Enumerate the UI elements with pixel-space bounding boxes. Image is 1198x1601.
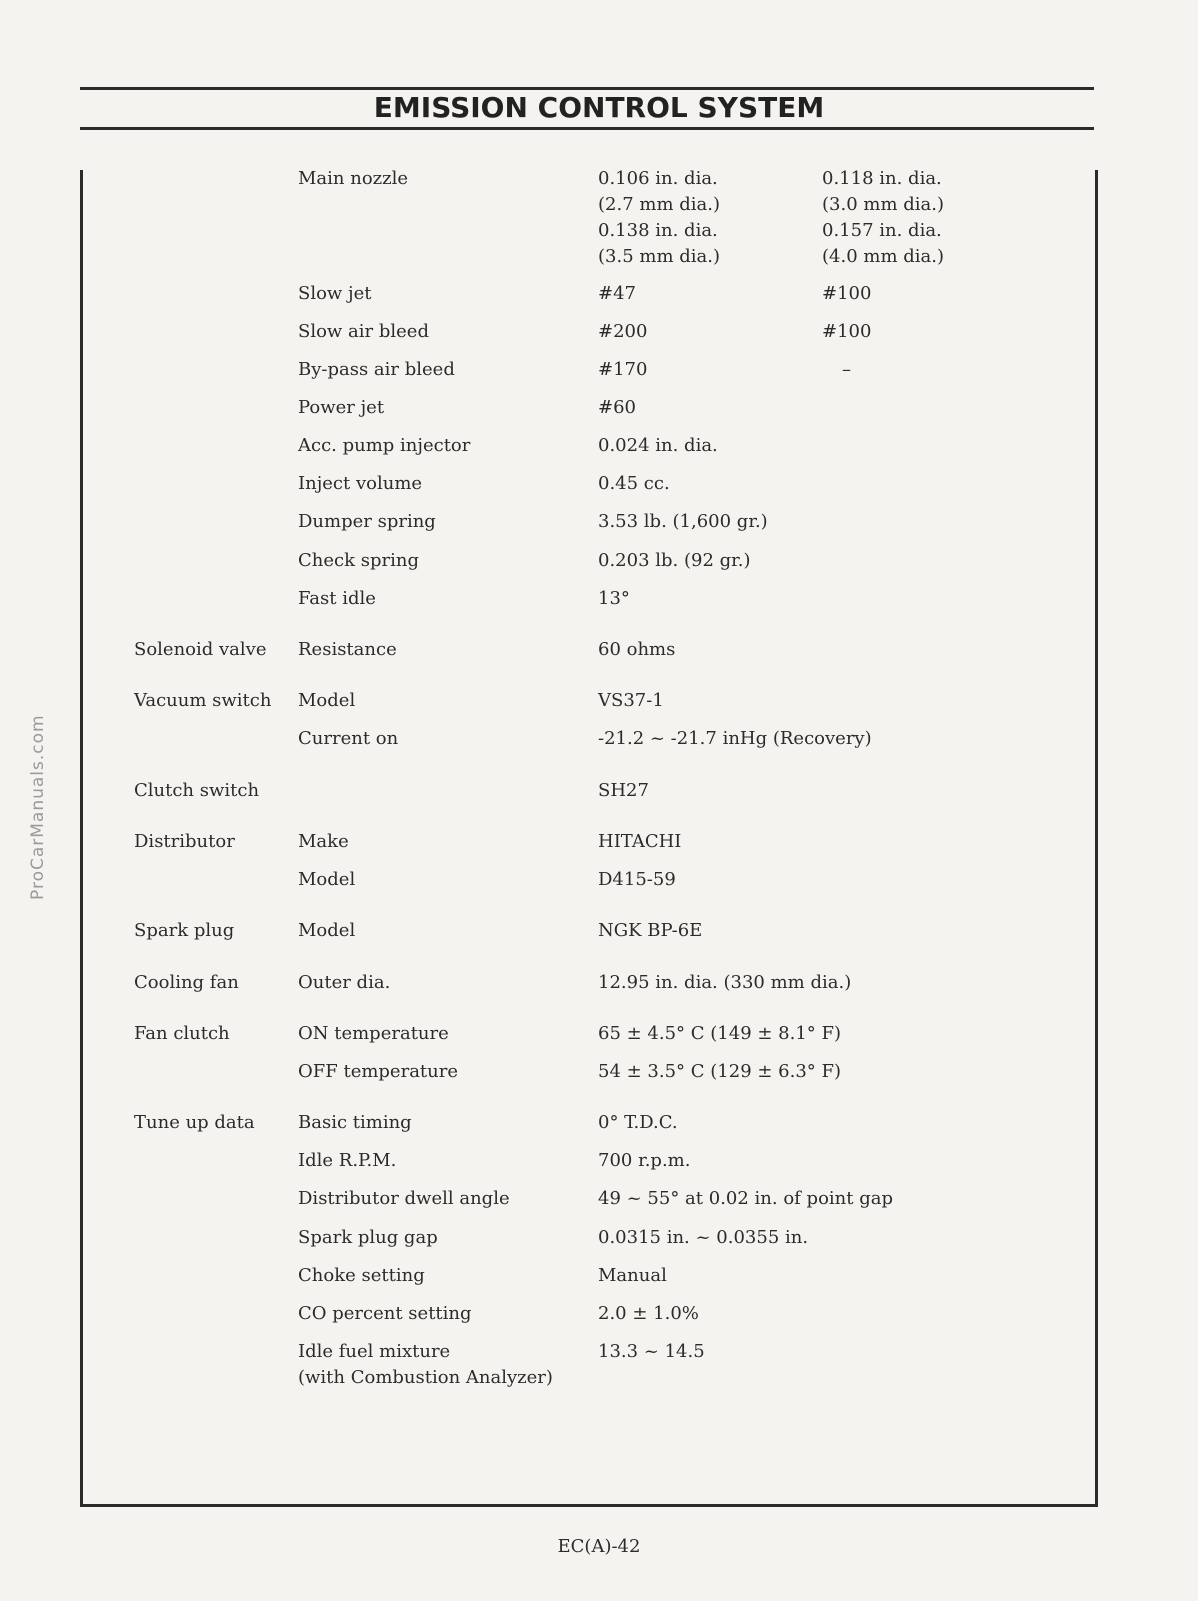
- frame-bottom-border: [80, 1504, 1098, 1507]
- spark-plug-gap-label: Spark plug gap: [298, 1227, 438, 1248]
- fan-clutch-on-label: ON temperature: [298, 1023, 449, 1044]
- idle-rpm-label: Idle R.P.M.: [298, 1150, 397, 1171]
- main-nozzle-label: Main nozzle: [298, 168, 409, 189]
- solenoid-resistance-value: 60 ohms: [598, 639, 676, 660]
- dwell-angle-value: 49 ~ 55° at 0.02 in. of point gap: [598, 1188, 893, 1209]
- tune-up-group: Tune up data: [134, 1112, 255, 1133]
- dwell-angle-label: Distributor dwell angle: [298, 1188, 510, 1209]
- fan-clutch-group: Fan clutch: [134, 1023, 230, 1044]
- main-nozzle-a1: 0.106 in. dia.: [598, 168, 718, 189]
- dumper-spring-value: 3.53 lb. (1,600 gr.): [598, 511, 768, 532]
- vacuum-switch-current-value: -21.2 ~ -21.7 inHg (Recovery): [598, 728, 872, 749]
- dumper-spring-label: Dumper spring: [298, 511, 436, 532]
- check-spring-value: 0.203 lb. (92 gr.): [598, 550, 751, 571]
- distributor-make-value: HITACHI: [598, 831, 682, 852]
- main-nozzle-a3: 0.138 in. dia.: [598, 220, 718, 241]
- main-nozzle-a4: (3.5 mm dia.): [598, 246, 720, 267]
- idle-fuel-mixture-label-line2: (with Combustion Analyzer): [298, 1367, 553, 1388]
- main-nozzle-secondary: [822, 166, 944, 270]
- fast-idle-label: Fast idle: [298, 588, 376, 609]
- acc-pump-value: 0.024 in. dia.: [598, 435, 718, 456]
- spark-plug-model-value: NGK BP-6E: [598, 920, 703, 941]
- solenoid-valve-group: Solenoid valve: [134, 639, 267, 660]
- spark-plug-group: Spark plug: [134, 920, 235, 941]
- idle-rpm-value: 700 r.p.m.: [598, 1150, 691, 1171]
- slow-air-bleed-primary: #200: [598, 321, 648, 342]
- main-nozzle-b4: (4.0 mm dia.): [822, 246, 944, 267]
- watermark-text: ProCarManuals.com: [28, 714, 48, 900]
- basic-timing-value: 0° T.D.C.: [598, 1112, 678, 1133]
- idle-fuel-mixture-label-line1: Idle fuel mixture: [298, 1341, 451, 1362]
- idle-fuel-mixture-label: [298, 1339, 553, 1391]
- main-nozzle-b3: 0.157 in. dia.: [822, 220, 942, 241]
- clutch-switch-value: SH27: [598, 780, 649, 801]
- frame-right-border: [1095, 170, 1098, 1507]
- fan-clutch-off-value: 54 ± 3.5° C (129 ± 6.3° F): [598, 1061, 842, 1082]
- vacuum-switch-model-label: Model: [298, 690, 356, 711]
- spark-plug-model-label: Model: [298, 920, 356, 941]
- page-number: EC(A)-42: [557, 1536, 641, 1557]
- fan-clutch-on-value: 65 ± 4.5° C (149 ± 8.1° F): [598, 1023, 842, 1044]
- vacuum-switch-model-value: VS37-1: [598, 690, 664, 711]
- power-jet-label: Power jet: [298, 397, 385, 418]
- main-nozzle-a2: (2.7 mm dia.): [598, 194, 720, 215]
- idle-fuel-mixture-value: 13.3 ~ 14.5: [598, 1341, 705, 1362]
- cooling-fan-outer-dia-value: 12.95 in. dia. (330 mm dia.): [598, 972, 852, 993]
- fast-idle-value: 13°: [598, 588, 630, 609]
- solenoid-resistance-label: Resistance: [298, 639, 397, 660]
- inject-volume-label: Inject volume: [298, 473, 423, 494]
- choke-setting-label: Choke setting: [298, 1265, 425, 1286]
- clutch-switch-group: Clutch switch: [134, 780, 260, 801]
- acc-pump-label: Acc. pump injector: [298, 435, 471, 456]
- cooling-fan-group: Cooling fan: [134, 972, 239, 993]
- cooling-fan-outer-dia-label: Outer dia.: [298, 972, 391, 993]
- bypass-air-bleed-primary: #170: [598, 359, 648, 380]
- slow-air-bleed-secondary: #100: [822, 321, 872, 342]
- co-percent-value: 2.0 ± 1.0%: [598, 1303, 699, 1324]
- vacuum-switch-current-label: Current on: [298, 728, 399, 749]
- bypass-air-bleed-secondary: –: [842, 359, 851, 380]
- power-jet-value: #60: [598, 397, 636, 418]
- bypass-air-bleed-label: By-pass air bleed: [298, 359, 455, 380]
- main-nozzle-b1: 0.118 in. dia.: [822, 168, 942, 189]
- frame-left-border: [80, 170, 83, 1507]
- spark-plug-gap-value: 0.0315 in. ~ 0.0355 in.: [598, 1227, 809, 1248]
- slow-air-bleed-label: Slow air bleed: [298, 321, 429, 342]
- basic-timing-label: Basic timing: [298, 1112, 412, 1133]
- distributor-model-label: Model: [298, 869, 356, 890]
- title-bottom-rule: [80, 127, 1094, 130]
- vacuum-switch-group: Vacuum switch: [134, 690, 272, 711]
- title-top-rule: [80, 87, 1094, 90]
- slow-jet-primary: #47: [598, 283, 636, 304]
- distributor-group: Distributor: [134, 831, 235, 852]
- co-percent-label: CO percent setting: [298, 1303, 472, 1324]
- check-spring-label: Check spring: [298, 550, 419, 571]
- slow-jet-secondary: #100: [822, 283, 872, 304]
- fan-clutch-off-label: OFF temperature: [298, 1061, 459, 1082]
- page-title: EMISSION CONTROL SYSTEM: [373, 91, 825, 124]
- main-nozzle-primary: [598, 166, 720, 270]
- slow-jet-label: Slow jet: [298, 283, 372, 304]
- distributor-make-label: Make: [298, 831, 349, 852]
- inject-volume-value: 0.45 cc.: [598, 473, 670, 494]
- choke-setting-value: Manual: [598, 1265, 667, 1286]
- main-nozzle-b2: (3.0 mm dia.): [822, 194, 944, 215]
- distributor-model-value: D415-59: [598, 869, 676, 890]
